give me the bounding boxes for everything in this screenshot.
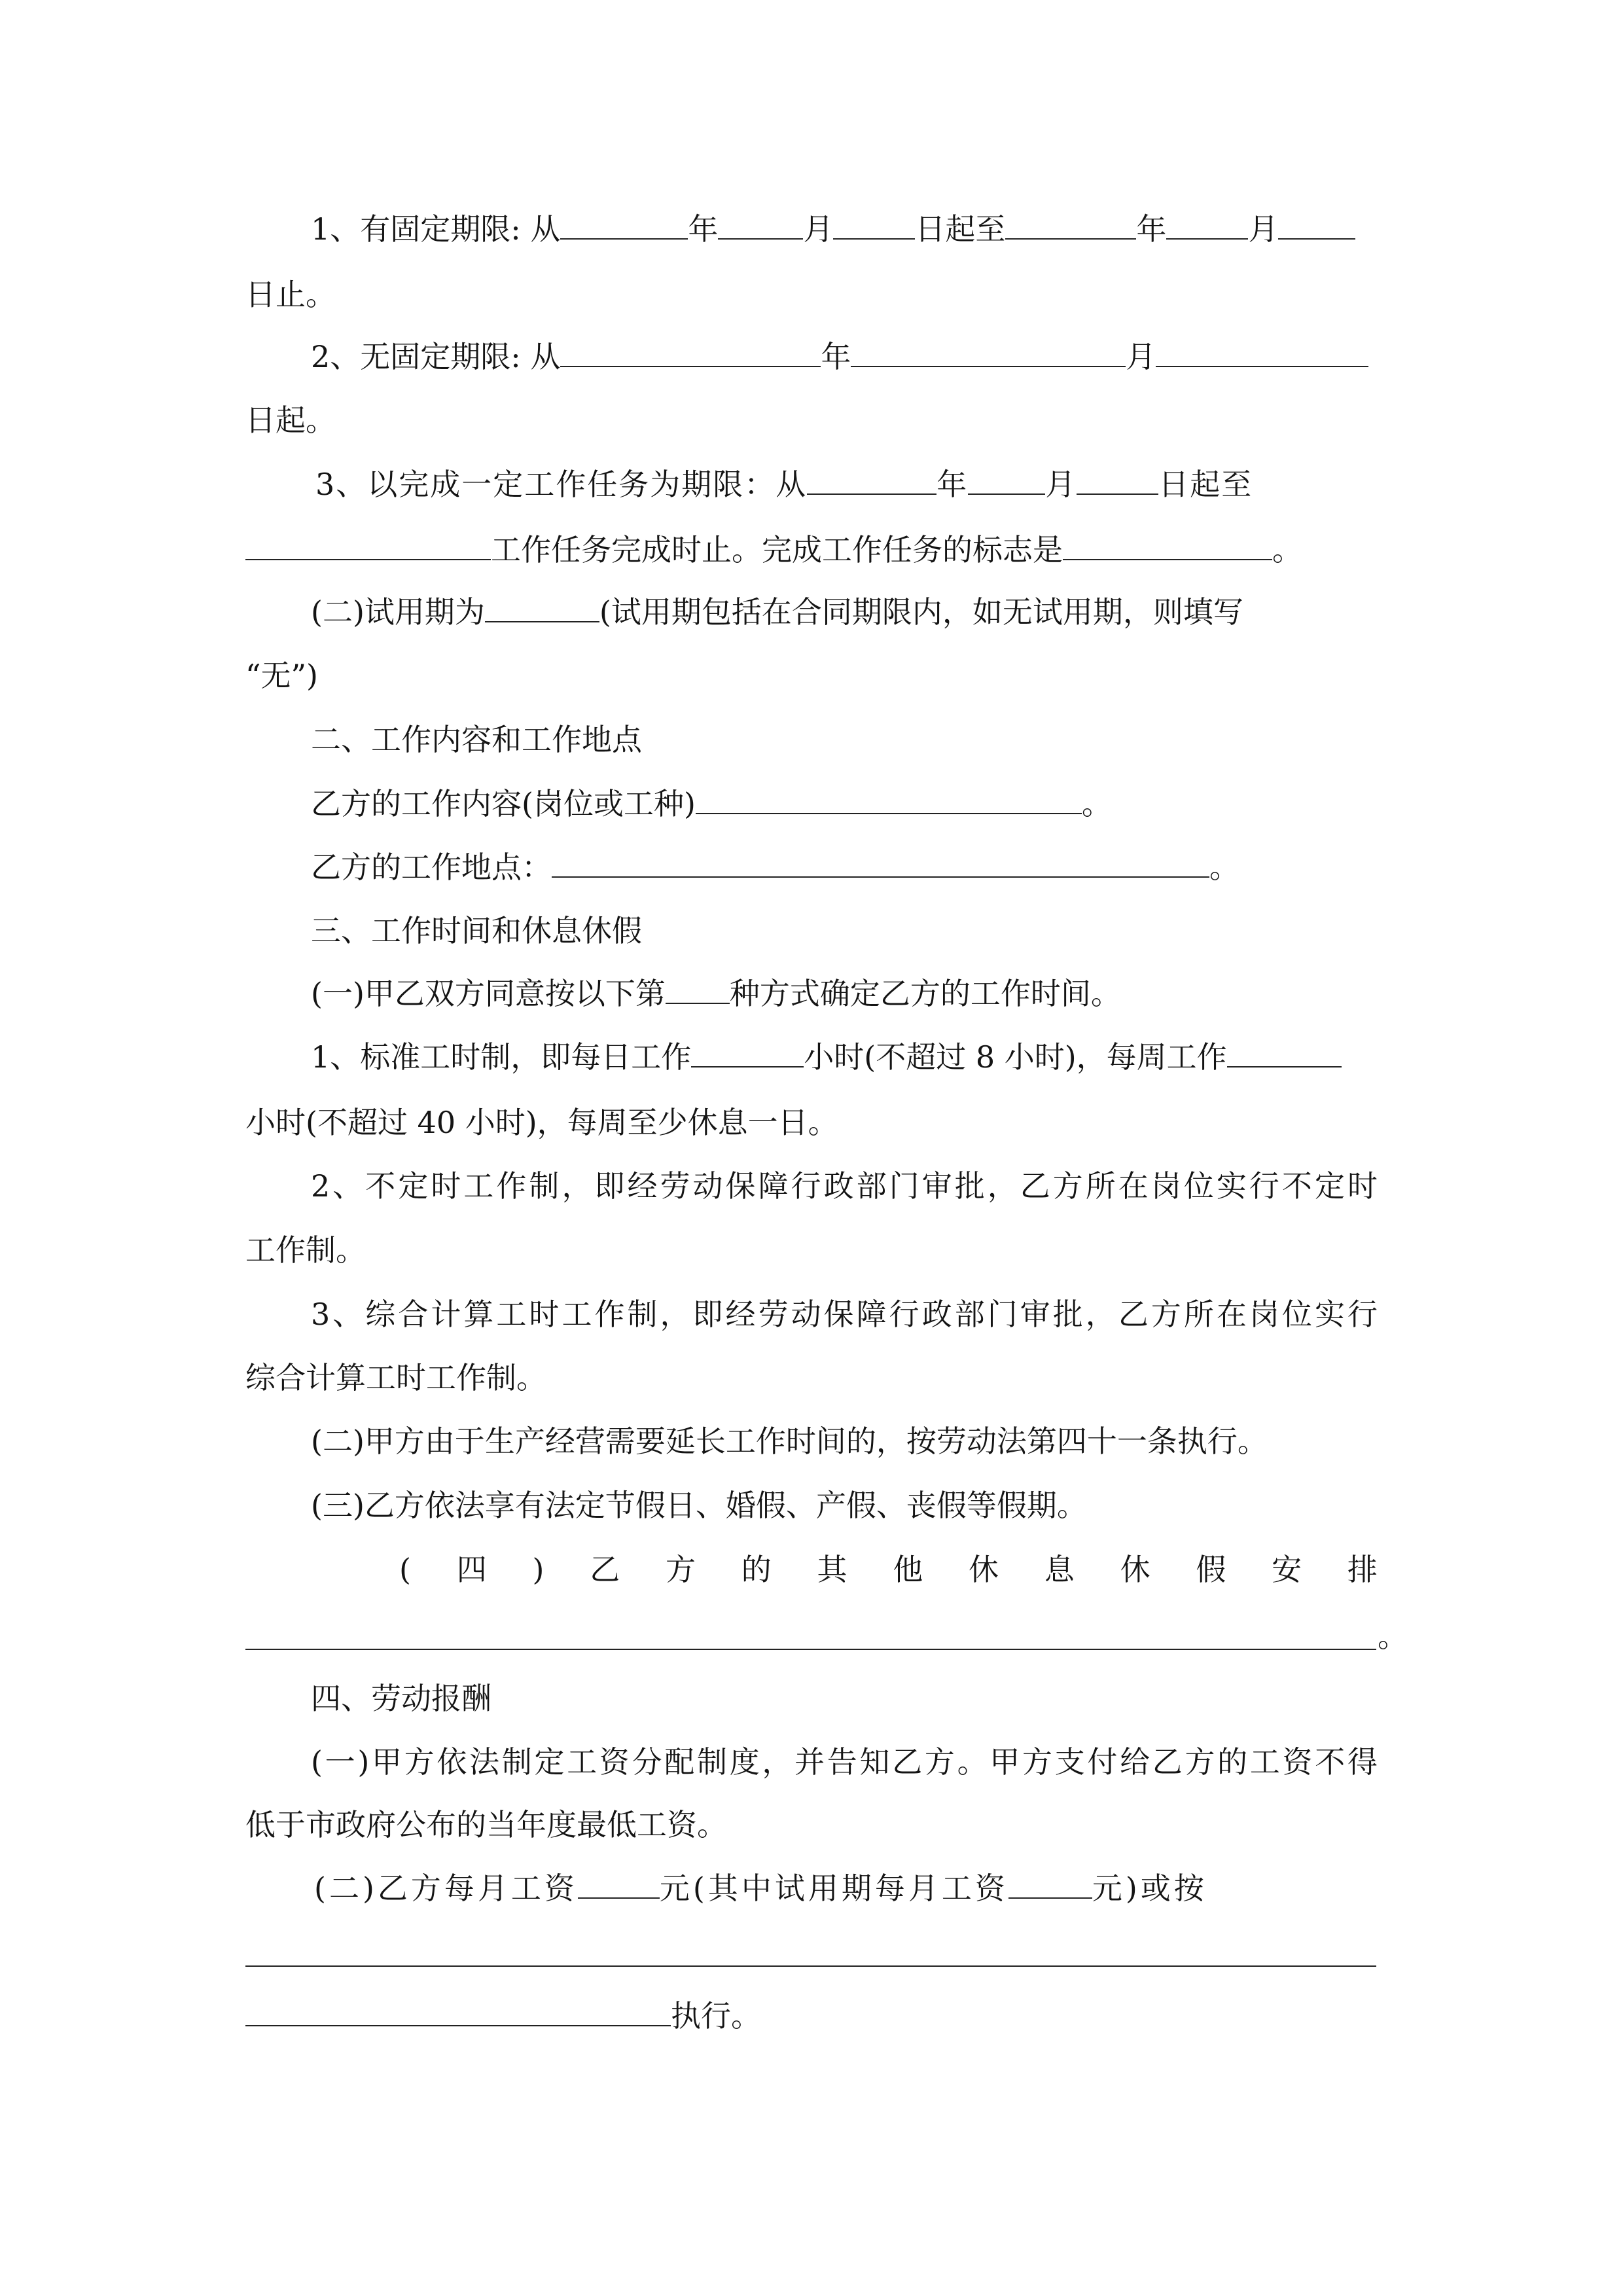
year-label: 年 [936,467,969,502]
fixed-term-label: 1、有固定期限: 从 [311,211,561,247]
probation-line [311,579,1378,645]
holidays-line: (三)乙方依法享有法定节假日、婚假、产假、丧假等假期。 [311,1488,1087,1523]
other-leave-blank[interactable] [245,1649,1376,1650]
char: 排 [1347,1552,1378,1587]
task-start-year-blank[interactable] [807,465,936,495]
open-term-label: 2、无固定期限: 从 [311,339,561,374]
char: 方 [665,1552,696,1587]
work-hours-option-blank[interactable] [666,974,730,1004]
period: 。 [1209,850,1240,885]
monthly-wage-blank[interactable] [578,1869,660,1899]
wage-method-blank[interactable] [245,1965,1376,1967]
work-hours-choice-line [311,961,1378,1026]
section-3-heading: 三、工作时间和休息休假 [311,913,642,948]
comprehensive-hours-end: 综合计算工时工作制。 [245,1360,546,1395]
fixed-start-year-blank[interactable] [560,209,688,240]
standard-hours-text: 小时(不超过 8 小时)，每周工作 [804,1039,1227,1075]
task-completion-text: 工作任务完成时止。完成工作任务的标志是 [491,532,1063,567]
char: 的 [741,1552,772,1587]
char: ( [399,1552,411,1587]
work-hours-choice-text: 种方式确定乙方的工作时间。 [729,976,1121,1011]
fixed-end-month-blank[interactable] [1166,209,1248,240]
standard-hours-line [311,1024,1378,1090]
char: 其 [817,1552,847,1587]
overtime-line: (二)甲方由于生产经营需要延长工作时间的，按劳动法第四十一条执行。 [311,1424,1268,1459]
open-start-year-blank[interactable] [560,337,821,367]
month-label: 月 [1248,211,1279,247]
probation-wage-blank[interactable] [1008,1869,1092,1899]
task-start-month-blank[interactable] [968,465,1045,495]
open-start-month-blank[interactable] [851,337,1126,367]
probation-label: (二)试用期为 [311,594,485,630]
probation-note: (试用期包括在合同期限内，如无试用期，则填写 [599,594,1243,630]
day-from-to-label: 日起至 [1158,467,1253,502]
char: 假 [1196,1552,1226,1587]
work-location-blank[interactable] [552,848,1209,878]
task-term-label: 3、以完成一定工作任务为期限：从 [315,467,808,502]
section-4-heading: 四、劳动报酬 [311,1681,491,1716]
wage-method-line [245,1983,1378,2049]
period: 。 [1272,532,1302,567]
wage-method-blank-2[interactable] [245,1996,671,2026]
period: 。 [1081,786,1112,821]
probation-blank[interactable] [485,592,599,622]
other-leave-line [399,1537,1378,1602]
flexible-hours-line: 2、不定时工作制，即经劳动保障行政部门审批，乙方所在岗位实行不定时 [311,1168,1378,1204]
open-term-start: 日起。 [245,403,336,438]
period: 。 [1378,1619,1408,1654]
char: ) [532,1552,544,1587]
wage-system-line: (一)甲方依法制定工资分配制度，并告知乙方。甲方支付给乙方的工资不得 [311,1744,1378,1780]
execute-text: 执行。 [671,1998,761,2034]
weekly-hours-blank[interactable] [1227,1037,1342,1067]
probation-note-end: “无”) [245,658,318,693]
wage-alt-label: 元)或按 [1092,1871,1207,1906]
month-label: 月 [1045,467,1077,502]
month-label: 月 [803,211,834,247]
section-2-heading: 二、工作内容和工作地点 [311,722,642,757]
probation-wage-label: 元(其中试用期每月工资 [659,1871,1008,1906]
task-completion-line [245,517,1378,583]
job-content-blank[interactable] [696,784,1082,814]
char: 他 [893,1552,923,1587]
daily-hours-blank[interactable] [691,1037,804,1067]
year-label: 年 [688,211,719,247]
work-hours-choice-label: (一)甲乙双方同意按以下第 [311,976,666,1011]
monthly-wage-line [314,1856,1378,1921]
char: 休 [969,1552,999,1587]
year-label: 年 [821,339,851,374]
char: 四 [456,1552,487,1587]
flexible-hours-end: 工作制。 [245,1232,366,1268]
char: 息 [1044,1552,1075,1587]
work-location-label: 乙方的工作地点： [311,850,552,885]
task-term-line [315,452,1378,517]
fixed-start-month-blank[interactable] [718,209,803,240]
fixed-term-line [311,196,1378,262]
job-content-line [311,771,1378,836]
job-content-label: 乙方的工作内容(岗位或工种) [311,786,696,821]
day-from-to-label: 日起至 [915,211,1006,247]
char: 乙 [590,1552,620,1587]
month-label: 月 [1126,339,1156,374]
fixed-start-day-blank[interactable] [833,209,915,240]
open-term-line [311,324,1378,389]
task-start-day-blank[interactable] [1077,465,1158,495]
fixed-term-end: 日止。 [245,277,336,312]
wage-system-end: 低于市政府公布的当年度最低工资。 [245,1807,727,1842]
standard-hours-end: 小时(不超过 40 小时)，每周至少休息一日。 [245,1105,838,1140]
open-start-day-blank[interactable] [1156,337,1368,367]
fixed-end-year-blank[interactable] [1005,209,1136,240]
standard-hours-label: 1、标准工时制，即每日工作 [311,1039,692,1075]
char: 休 [1120,1552,1150,1587]
task-name-blank[interactable] [245,530,491,560]
monthly-wage-label: (二)乙方每月工资 [314,1871,578,1906]
char: 安 [1272,1552,1302,1587]
work-location-line [311,834,1378,900]
comprehensive-hours-line: 3、综合计算工时工作制，即经劳动保障行政部门审批，乙方所在岗位实行 [311,1297,1378,1332]
task-completion-mark-blank[interactable] [1063,530,1272,560]
fixed-end-day-blank[interactable] [1278,209,1355,240]
year-label: 年 [1136,211,1167,247]
